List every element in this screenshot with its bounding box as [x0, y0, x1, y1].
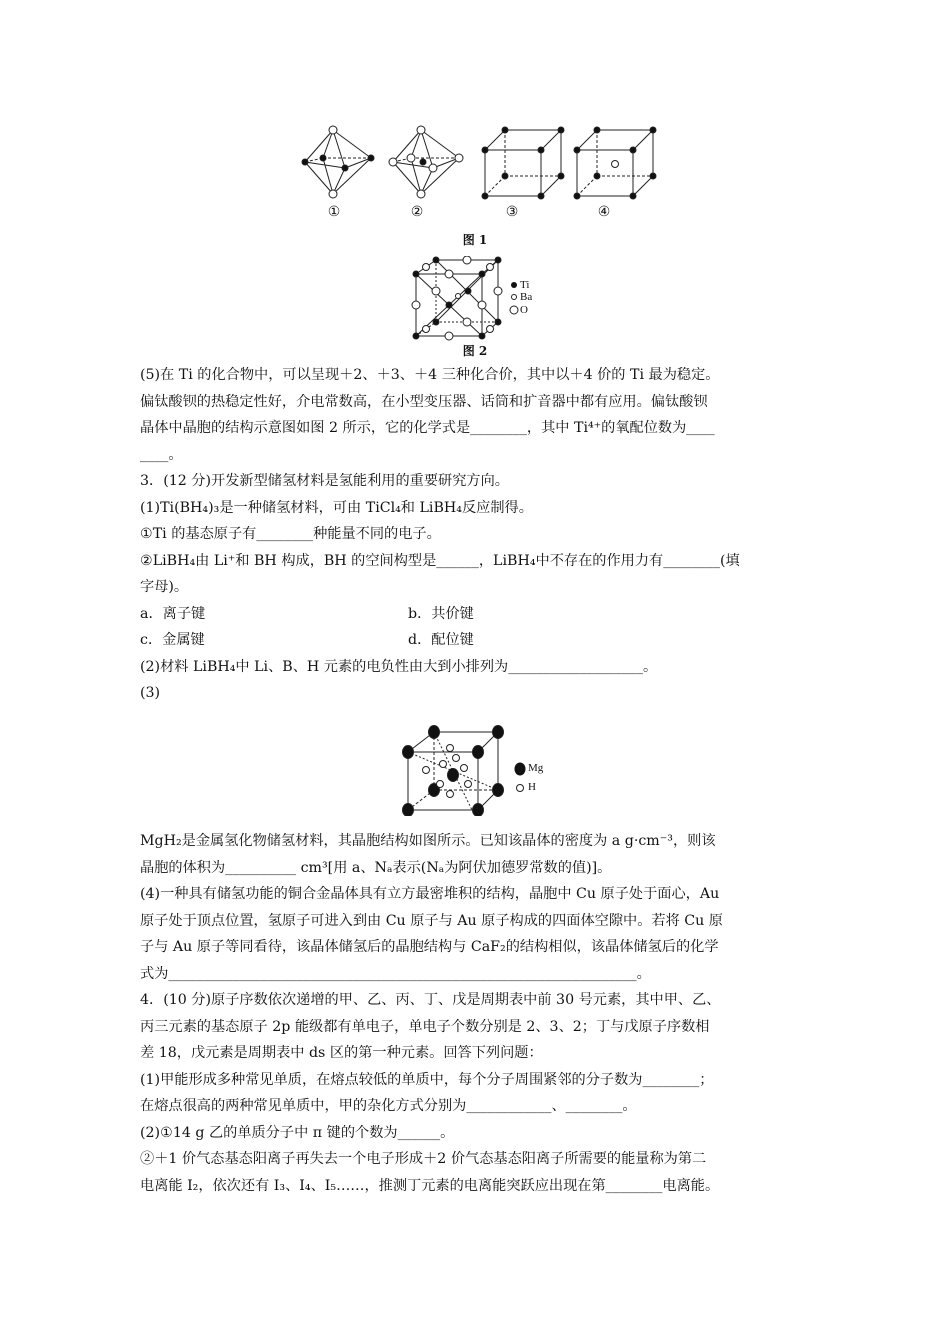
question-3-heading: 3．(12 分)开发新型储氢材料是氢能利用的重要研究方向。: [140, 473, 509, 489]
text-line: 晶体中晶胞的结构示意图如图 2 所示，它的化学式是________，其中 Ti⁴⁺的氧配位数为____: [140, 420, 715, 436]
text-line: (3): [140, 685, 161, 701]
figure-2-unit-cell: [408, 256, 503, 341]
option-row: [140, 601, 830, 628]
legend-o: O: [520, 304, 528, 316]
option-a: a．离子键: [140, 605, 206, 622]
ba-marker: [512, 295, 517, 300]
text-block-2: [140, 828, 830, 1199]
text-line: (2)①14 g 乙的单质分子中 π 键的个数为______。: [140, 1124, 455, 1141]
legend-ti: Ti: [520, 279, 530, 291]
text-line: 字母)。: [140, 579, 189, 595]
text-line: 在熔点很高的两种常见单质中，甲的杂化方式分别为____________、________。: [140, 1098, 637, 1114]
option-row: [140, 627, 830, 654]
figure-1-label-1: ①: [327, 204, 341, 220]
text-line: (4)一种具有储氢功能的铜合金晶体具有立方最密堆积的结构，晶胞中 Cu 原子处于面心，Au: [140, 886, 720, 902]
text-line: 差 18，戊元素是周期表中 ds 区的第一种元素。回答下列问题：: [140, 1045, 543, 1061]
question-4-heading: 4．(10 分)原子序数依次递增的甲、乙、丙、丁、戊是周期表中前 30 号元素，其中甲、乙、: [140, 992, 721, 1008]
figure-1-label-2: ②: [410, 204, 424, 220]
text-line: (5)在 Ti 的化合物中，可以呈现＋2、＋3、＋4 三种化合价，其中以＋4 价的 Ti 最为稳定。: [140, 367, 720, 383]
text-line: ____。: [140, 446, 183, 463]
text-line: (1)甲能形成多种常见单质，在熔点较低的单质中，每个分子周围紧邻的分子数为________；: [140, 1071, 714, 1088]
text-line: 子与 Au 原子等同看待，该晶体储氢后的晶胞结构与 CaF₂的结构相似，该晶体储氢后的化学: [140, 939, 719, 955]
text-line: 晶胞的体积为__________ cm³[用 a、Nₐ表示(Nₐ为阿伏加德罗常数的值)]。: [140, 859, 612, 876]
figure-1-label-3: ③: [505, 204, 519, 220]
text-line: 式为__________________________________________________________________。: [140, 965, 651, 982]
text-line: MgH₂是金属氢化物储氢材料，其晶胞结构如图所示。已知该晶体的密度为 a g·cm⁻³，则该: [140, 833, 716, 849]
mg-marker: [515, 763, 526, 776]
figure-3-mgh2-cell: [398, 724, 508, 816]
figure-1-label-4: ④: [597, 204, 611, 220]
text-line: ①Ti 的基态原子有________种能量不同的电子。: [140, 526, 441, 542]
figure-1-structures: [295, 122, 670, 202]
text-line: ②＋1 价气态基态阳离子再失去一个电子形成＋2 价气态基态阳离子所需要的能量称为第二: [140, 1151, 707, 1167]
option-c: c．金属键: [140, 632, 205, 648]
h-marker: [517, 785, 524, 792]
text-line: (1)Ti(BH₄)₃是一种储氢材料，可由 TiCl₄和 LiBH₄反应制得。: [140, 499, 533, 516]
text-line: 原子处于顶点位置，氢原子可进入到由 Cu 原子与 Au 原子构成的四面体空隙中。若将 Cu 原: [140, 912, 723, 929]
text-line: (2)材料 LiBH₄中 Li、B、H 元素的电负性由大到小排列为___________________。: [140, 658, 658, 675]
o-marker: [510, 306, 518, 314]
octahedron-1: [302, 126, 374, 198]
legend-h: H: [528, 781, 536, 793]
cube-3: [482, 127, 564, 199]
octahedron-2: [389, 126, 463, 198]
text-line: 偏钛酸钡的热稳定性好，介电常数高，在小型变压器、话筒和扩音器中都有应用。偏钛酸钡: [140, 393, 708, 410]
text-block-1: [140, 362, 830, 707]
ti-marker: [511, 282, 517, 288]
option-b: b．共价键: [408, 605, 474, 622]
text-line: 丙三元素的基态原子 2p 能级都有单电子，单电子个数分别是 2、3、2；丁与戊原子序数相: [140, 1018, 710, 1035]
legend-ba: Ba: [520, 291, 533, 303]
option-d: d．配位键: [408, 632, 474, 648]
legend-mg: Mg: [528, 762, 544, 774]
figure-2-caption: 图 2: [462, 344, 488, 358]
cube-4: [574, 127, 656, 199]
text-line: ②LiBH₄由 Li⁺和 BH 构成，BH 的空间构型是______，LiBH₄中不存在的作用力有________(填: [140, 552, 740, 569]
figure-3-legend-markers: [512, 761, 528, 795]
figure-2-legend-markers: [508, 280, 520, 316]
figure-1-caption: 图 1: [462, 233, 488, 247]
text-line: 电离能 I₂，依次还有 I₃、I₄、I₅……，推测丁元素的电离能突跃应出现在第________电离能。: [140, 1177, 720, 1194]
